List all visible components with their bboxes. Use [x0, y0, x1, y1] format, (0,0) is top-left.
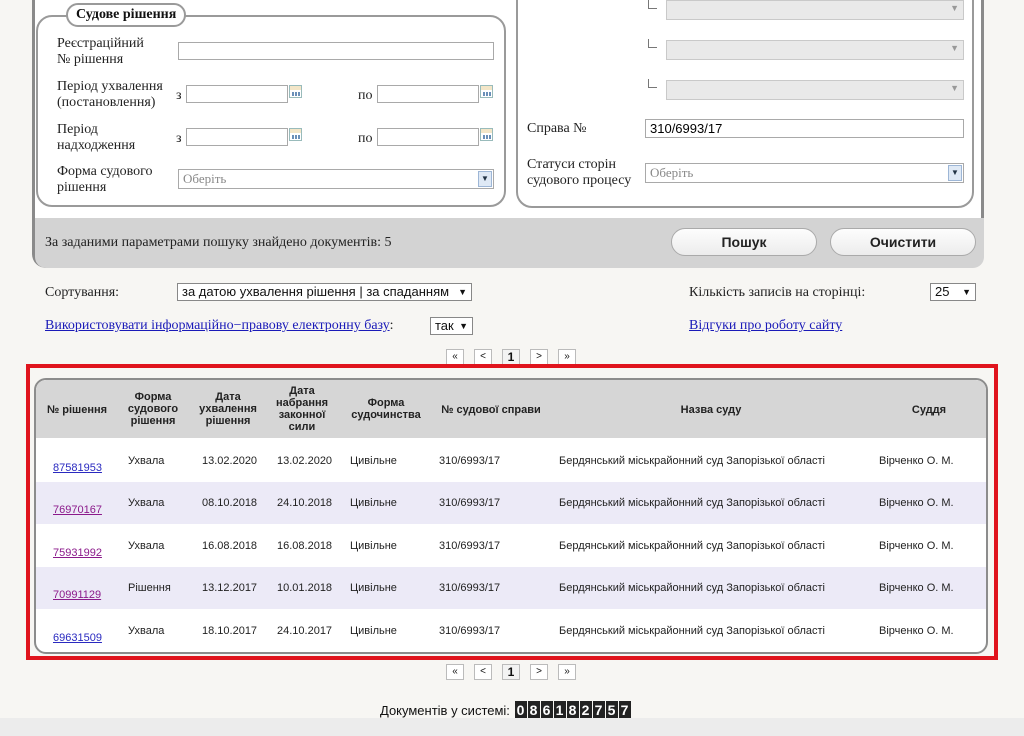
period-adopt-label: Період ухвалення (постановлення) [57, 79, 163, 110]
form-select[interactable]: Оберіть ▼ [178, 169, 494, 189]
decision-link[interactable]: 70991129 [53, 589, 102, 601]
counter-digit: 2 [580, 701, 592, 719]
digit-counter [514, 703, 631, 718]
judge-cell: Вірченко О. М. [879, 497, 954, 509]
disabled-select: ▼ [666, 0, 964, 20]
counter-digit: 7 [619, 701, 631, 719]
case-cell: 310/6993/17 [439, 582, 501, 594]
calendar-icon[interactable] [480, 128, 493, 141]
next-page-button[interactable]: > [530, 349, 548, 365]
counter-digit: 8 [567, 701, 579, 719]
date-adopt-cell: 13.12.2017 [202, 582, 258, 594]
reg-number-input[interactable] [178, 42, 494, 60]
first-page-button[interactable]: « [446, 349, 464, 365]
proceeding-cell: Цивільне [350, 455, 397, 467]
table-row [36, 440, 986, 482]
chevron-down-icon: ▼ [962, 287, 971, 297]
sort-select[interactable]: за датою ухвалення рішення | за спаданням ▼ [177, 283, 472, 301]
court-cell: Бердянський міськрайонний суд Запорізької області [559, 455, 825, 467]
case-cell: 310/6993/17 [439, 625, 501, 637]
court-cell: Бердянський міськрайонний суд Запорізької області [559, 625, 825, 637]
chevron-down-icon: ▼ [948, 165, 962, 181]
col-proceeding: Форма судочинства [351, 397, 421, 421]
proceeding-cell: Цивільне [350, 540, 397, 552]
calendar-icon[interactable] [480, 85, 493, 98]
feedback-link[interactable]: Відгуки про роботу сайту [689, 318, 843, 333]
form-cell: Ухвала [128, 625, 165, 637]
col-court: Назва суду [680, 404, 742, 416]
disabled-select: ▼ [666, 40, 964, 60]
to-label: по [358, 131, 373, 146]
found-count-text: За заданими параметрами пошуку знайдено документів: 5 [45, 235, 392, 250]
receive-from-input[interactable] [186, 128, 288, 146]
counter-digit: 5 [606, 701, 618, 719]
case-cell: 310/6993/17 [439, 497, 501, 509]
legal-base-row: Використовувати інформаційно−правову електронну базу: [45, 318, 394, 333]
date-adopt-cell: 16.08.2018 [202, 540, 258, 552]
current-page[interactable]: 1 [502, 664, 520, 680]
proceeding-cell: Цивільне [350, 625, 397, 637]
col-form: Форма судового рішення [127, 391, 179, 427]
date-effect-cell: 24.10.2018 [277, 497, 333, 509]
next-page-button[interactable]: > [530, 664, 548, 680]
tree-corner-icon [648, 79, 657, 88]
counter-digit: 7 [593, 701, 605, 719]
table-row [36, 610, 986, 652]
first-page-button[interactable]: « [446, 664, 464, 680]
case-cell: 310/6993/17 [439, 540, 501, 552]
decision-link[interactable]: 76970167 [53, 504, 102, 516]
decision-link[interactable]: 69631509 [53, 632, 102, 644]
per-page-select[interactable]: 25 ▼ [930, 283, 976, 301]
disabled-select: ▼ [666, 80, 964, 100]
docs-label: Документів у системі: [380, 703, 510, 718]
date-effect-cell: 13.02.2020 [277, 455, 333, 467]
date-adopt-cell: 08.10.2018 [202, 497, 258, 509]
prev-page-button[interactable]: < [474, 664, 492, 680]
calendar-icon[interactable] [289, 85, 302, 98]
form-cell: Ухвала [128, 497, 165, 509]
table-row [36, 567, 986, 609]
col-case: № судової справи [441, 404, 541, 416]
period-receive-label: Період надходження [57, 122, 136, 153]
prev-page-button[interactable]: < [474, 349, 492, 365]
date-adopt-cell: 13.02.2020 [202, 455, 258, 467]
decision-link[interactable]: 75931992 [53, 547, 102, 559]
table-row [36, 525, 986, 567]
legal-base-select[interactable]: так ▼ [430, 317, 473, 335]
calendar-icon[interactable] [289, 128, 302, 141]
judge-cell: Вірченко О. М. [879, 625, 954, 637]
form-cell: Ухвала [128, 455, 165, 467]
proceeding-cell: Цивільне [350, 497, 397, 509]
pager-top [446, 349, 576, 365]
fieldset-legend: Судове рішення [66, 3, 186, 27]
col-date-adopt: Дата ухвалення рішення [199, 391, 257, 427]
judge-cell: Вірченко О. М. [879, 540, 954, 552]
current-page[interactable]: 1 [502, 349, 520, 365]
last-page-button[interactable]: » [558, 349, 576, 365]
adopt-to-input[interactable] [377, 85, 479, 103]
form-cell: Ухвала [128, 540, 165, 552]
from-label: з [176, 88, 182, 103]
reg-number-label: Реєстраційний № рішення [57, 36, 144, 67]
status-label: Статуси сторін судового процесу [527, 157, 632, 188]
chevron-down-icon: ▼ [478, 171, 492, 187]
table-row [36, 482, 986, 524]
last-page-button[interactable]: » [558, 664, 576, 680]
counter-digit: 1 [554, 701, 566, 719]
judge-cell: Вірченко О. М. [879, 455, 954, 467]
chevron-down-icon: ▼ [458, 287, 467, 297]
counter-digit: 0 [515, 701, 527, 719]
col-date-effect: Дата набрання законної сили [275, 385, 329, 433]
case-cell: 310/6993/17 [439, 455, 501, 467]
col-number: № рішення [46, 404, 108, 416]
to-label: по [358, 88, 373, 103]
bottom-strip [0, 718, 1024, 736]
chevron-down-icon: ▼ [459, 321, 468, 331]
case-label: Справа № [527, 121, 587, 136]
clear-button[interactable]: Очистити [830, 228, 976, 256]
counter-digit: 6 [541, 701, 553, 719]
receive-to-input[interactable] [377, 128, 479, 146]
counter-digit: 8 [528, 701, 540, 719]
legal-base-link[interactable]: Використовувати інформаційно−правову електронну базу [45, 318, 390, 333]
tree-corner-icon [648, 39, 657, 48]
form-label: Форма судового рішення [57, 164, 153, 195]
table-header [36, 380, 986, 438]
from-label: з [176, 131, 182, 146]
pager-bottom [446, 664, 576, 680]
court-cell: Бердянський міськрайонний суд Запорізької області [559, 582, 825, 594]
date-effect-cell: 24.10.2017 [277, 625, 333, 637]
date-effect-cell: 16.08.2018 [277, 540, 333, 552]
form-cell: Рішення [128, 582, 171, 594]
status-select[interactable]: Оберіть ▼ [645, 163, 964, 183]
results-table [34, 378, 988, 654]
date-adopt-cell: 18.10.2017 [202, 625, 258, 637]
date-effect-cell: 10.01.2018 [277, 582, 333, 594]
col-judge: Суддя [911, 404, 947, 416]
judge-cell: Вірченко О. М. [879, 582, 954, 594]
sort-label: Сортування: [45, 285, 120, 300]
decision-link[interactable]: 87581953 [53, 462, 102, 474]
per-page-label: Кількість записів на сторінці: [689, 285, 866, 300]
tree-corner-icon [648, 0, 657, 9]
case-number-input[interactable] [645, 119, 964, 138]
feedback-row [689, 318, 842, 334]
court-cell: Бердянський міськрайонний суд Запорізької області [559, 540, 825, 552]
proceeding-cell: Цивільне [350, 582, 397, 594]
court-cell: Бердянський міськрайонний суд Запорізької області [559, 497, 825, 509]
search-button[interactable]: Пошук [671, 228, 817, 256]
adopt-from-input[interactable] [186, 85, 288, 103]
